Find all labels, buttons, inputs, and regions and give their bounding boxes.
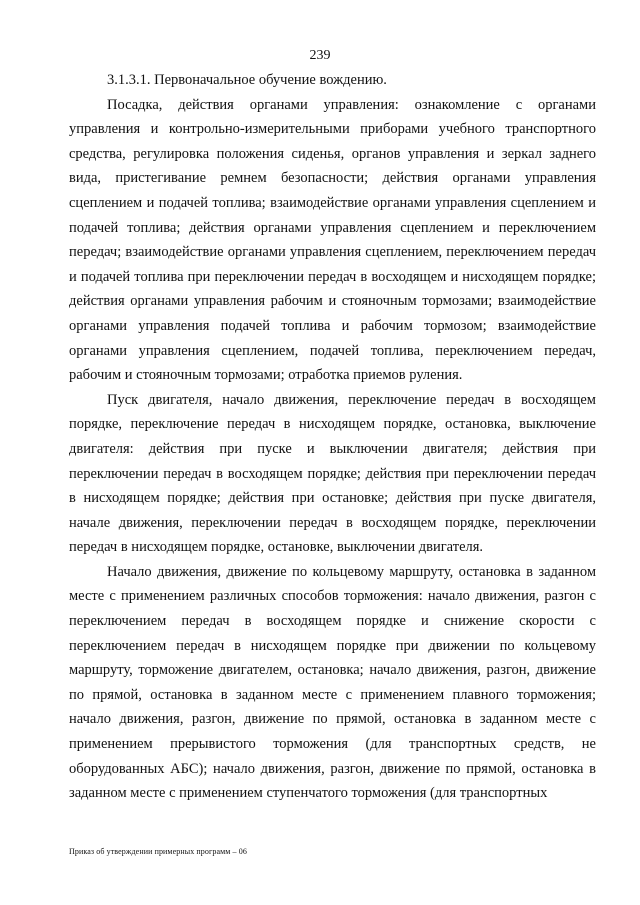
footer-note: Приказ об утверждении примерных программ – 06 [69, 847, 247, 856]
document-body [69, 68, 596, 806]
page-number: 239 [309, 48, 331, 63]
section-heading: 3.1.3.1. Первоначальное обучение вождению. [107, 72, 387, 88]
paragraph-engine-start: Пуск двигателя, начало движения, переключение передач в восходящем порядке, переключение передач в нисходящем порядке, остановка, выключение двигателя: действия при пуске и выключении двигателя; действия при переключении передач в восходящем порядке; действия при переключении передач в нисходящем порядке; действия при остановке; действия при пуске двигателя, начале движения, переключении передач в восходящем порядке, переключении передач в нисходящем порядке, остановке, выключении двигателя. [69, 391, 596, 556]
paragraph-controls: Посадка, действия органами управления: ознакомление с органами управления и контрольно-измерительными приборами учебного транспортного средства, регулировка положения сиденья, органов управления и зеркал заднего вида, пристегивание ремнем безопасности; действия органами управления сцеплением и подачей топлива; взаимодействие органами управления сцеплением и подачей топлива; действия органами управления сцеплением и переключением передач; взаимодействие органами управления сцеплением, переключением передач и подачей топлива при переключении передач в восходящем и нисходящем порядке; действия органами управления рабочим и стояночным тормозами; взаимодействие органами управления подачей топлива и рабочим тормозом; взаимодействие органами управления сцеплением, подачей топлива, переключением передач, рабочим и стояночным тормозами; отработка приемов руления. [69, 96, 596, 384]
paragraph-ring-route: Начало движения, движение по кольцевому маршруту, остановка в заданном месте с применением различных способов торможения: начало движения, разгон с переключением передач в восходящем порядке и снижение скорости с переключением передач в нисходящем порядке при движении по кольцевому маршруту, торможение двигателем, остановка; начало движения, разгон, движение по прямой, остановка в заданном месте с применением плавного торможения; начало движения, разгон, движение по прямой, остановка в заданном месте с применением прерывистого торможения (для транспортных средств, не оборудованных АБС); начало движения, разгон, движение по прямой, остановка в заданном месте с применением ступенчатого торможения (для транспортных [69, 563, 596, 802]
